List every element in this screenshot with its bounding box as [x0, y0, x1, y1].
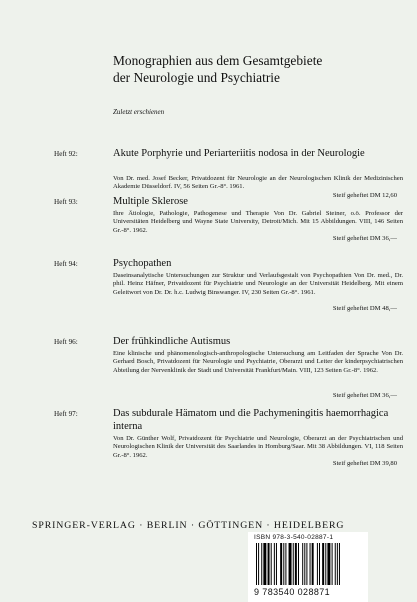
entry-description: Von Dr. med. Josef Becker, Privatdozent für Neurologie an der Neurologischen Klinik der Medizinischen Akademie Düsseldorf. IV, 56 Seiten Gr.-8°. 1961. — [113, 175, 403, 191]
isbn-barcode-block — [248, 532, 368, 602]
entry-description: Eine klinische und phänomenologisch-anthropologische Untersuchung am Leitfaden der Sprache Von Dr. Gerhard Bosch, Privatdozent für Neurologie und Psychiatrie, Oberarzt und Leiter der kinderpsychiatrischen Abteilung der Nervenklinik der Stadt und Universität Frankfurt/Main. VIII, 123 Seiten Gr.-8°. 1962. — [113, 350, 403, 374]
entry-title: Das subdurale Hämatom und die Pachymeningitis haemorrhagica interna — [113, 408, 389, 432]
series-title — [113, 52, 403, 86]
entry-number: Heft 94: — [54, 260, 78, 268]
entry-description: Daseinsanalytische Untersuchungen zur Struktur und Verlaufsgestalt von Psychopathien Von Dr. med., Dr. phil. Heinz Häfner, Privatdozent für Psychiatrie und Neurologie an der Universität Heidelberg. Mit einem Geleitwort von Dr. Dr. h.c. Ludwig Binswanger. IV, 230 Seiten Gr.-8°. 1961. — [113, 272, 403, 296]
barcode-graphic — [254, 543, 362, 587]
entry-title: Akute Porphyrie und Periarteriitis nodosa in der Neurologie — [113, 148, 365, 159]
entry-title: Multiple Sklerose — [113, 196, 188, 207]
entry-price: Steif geheftet DM 39,80 — [332, 460, 397, 467]
barcode-number: 9 783540 028871 — [254, 587, 331, 597]
entry-description: Von Dr. Günther Wolf, Privatdozent für Psychiatrie und Neurologie, Oberarzt an der Psychiatrischen und Neurologischen Klinik der Universität des Saarlandes in Homburg/Saar. Mit 38 Abbildungen. VI, 118 Seiten Gr.-8°. 1962. — [113, 435, 403, 459]
entry-description: Ihre Ätiologie, Pathologie, Pathogenese und Therapie Von Dr. Gabriel Steiner, o.ö. Professor der Universitäten Heidelberg und Wayne State University, Detroit/Mich. Mit 15 Abbildungen. VIII, 146 Seiten Gr.-8°. 1962. — [113, 210, 403, 234]
entry-title: Psychopathen — [113, 258, 172, 269]
publisher-line: SPRINGER-VERLAG · BERLIN · GÖTTINGEN · HEIDELBERG — [32, 520, 345, 531]
recently-published-label: Zuletzt erschienen — [113, 108, 165, 116]
entry-number: Heft 97: — [54, 410, 78, 418]
entry-price: Steif geheftet DM 12,60 — [332, 192, 397, 199]
entry-number: Heft 96: — [54, 338, 78, 346]
isbn-label: ISBN 978-3-540-02887-1 — [254, 534, 334, 541]
series-title-line-2: der Neurologie und Psychiatrie — [113, 70, 280, 85]
entry-price: Steif geheftet DM 36,— — [332, 235, 397, 242]
entry-number: Heft 93: — [54, 198, 78, 206]
entry-title: Der frühkindliche Autismus — [113, 336, 231, 347]
entry-price: Steif geheftet DM 48,— — [332, 305, 397, 312]
entry-number: Heft 92: — [54, 150, 78, 158]
entry-price: Steif geheftet DM 36,— — [332, 392, 397, 399]
series-title-line-1: Monographien aus dem Gesamtgebiete — [113, 53, 323, 68]
